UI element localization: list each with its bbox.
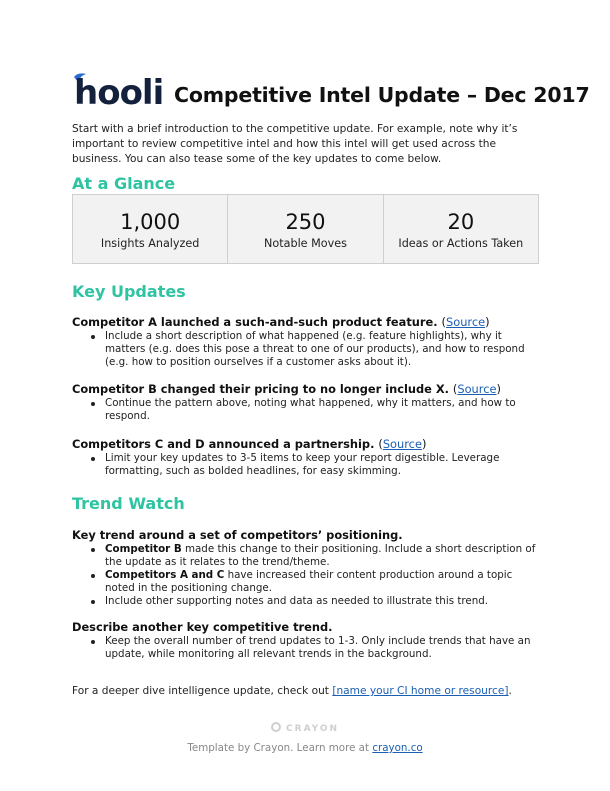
stat-label: Notable Moves: [264, 237, 347, 250]
trend-2: [72, 620, 542, 661]
logo-text: hooli: [74, 73, 164, 110]
trend-1: [72, 528, 542, 608]
footer-text: Template by Crayon. Learn more at: [187, 742, 373, 754]
list-item: Keep the overall number of trend updates to 1-3. Only include trends that have an update, while monitoring all relevant trends in the background.: [93, 635, 542, 661]
crayon-mark-icon: [271, 722, 281, 732]
list-item: Include other supporting notes and data as needed to illustrate this trend.: [93, 595, 542, 608]
source-link[interactable]: Source: [382, 437, 422, 451]
key-updates-heading: Key Updates: [72, 282, 186, 301]
source-link[interactable]: Source: [457, 382, 497, 396]
source-wrapper: (Source): [452, 382, 501, 396]
update-title: [72, 437, 542, 452]
ci-resource-link[interactable]: [name your CI home or resource]: [332, 685, 509, 697]
trend-title: Describe another key competitive trend.: [72, 620, 333, 634]
source-wrapper: (Source): [378, 437, 427, 451]
source-link[interactable]: Source: [446, 315, 486, 329]
stat-moves: [228, 195, 383, 263]
update-title-text: Competitor B changed their pricing to no longer include X.: [72, 382, 449, 396]
header: [72, 70, 590, 110]
competitor-name: Competitors A and C: [105, 569, 225, 581]
trend-bullets: [72, 543, 542, 608]
stat-actions: [384, 195, 538, 263]
at-a-glance-heading: At a Glance: [72, 174, 176, 193]
key-update-3: [72, 437, 542, 478]
stat-label: Insights Analyzed: [100, 237, 200, 250]
update-title-text: Competitor A launched a such-and-such product feature.: [72, 315, 438, 329]
list-item: Limit your key updates to 3-5 items to keep your report digestible. Leverage formatting, such as bolded headlines, for easy skimming.: [93, 452, 542, 478]
crayon-link[interactable]: crayon.co: [372, 742, 423, 754]
update-bullets: [72, 452, 542, 478]
update-title-text: Competitors C and D announced a partnership.: [72, 437, 375, 451]
footer: [0, 742, 610, 754]
stat-value: 20: [447, 210, 475, 234]
stat-value: 250: [285, 210, 326, 234]
closing-text: For a deeper dive intelligence update, check out: [72, 685, 333, 697]
update-bullets: [72, 330, 542, 369]
trend-title: Key trend around a set of competitors’ positioning.: [72, 528, 403, 542]
update-title: [72, 382, 542, 397]
key-update-1: [72, 315, 542, 369]
trend-watch-heading: Trend Watch: [72, 494, 185, 513]
list-item: Include a short description of what happened (e.g. feature highlights), why it matters (e.g. does this pose a threat to one of our products), and how to respond (e.g. how to position ourselves if a customer asks about it).: [93, 330, 542, 369]
stat-label: Ideas or Actions Taken: [398, 237, 524, 250]
intro-paragraph: Start with a brief introduction to the competitive update. For example, note why it’s important to review competitive intel and how this intel will get used across the business. You can also tease some of the key updates to come below.: [72, 123, 518, 165]
closing-line: [72, 685, 542, 697]
bullet-text: have increased their content production around a topic noted in the positioning change.: [105, 569, 513, 594]
crayon-brand-text: CRAYON: [286, 724, 340, 734]
bullet-text: made this change to their positioning. Include a short description of the update as it relates to the trend/theme.: [105, 543, 536, 568]
page-title: Competitive Intel Update – Dec 2017: [174, 83, 590, 107]
crayon-logo: [0, 722, 610, 734]
stat-insights: [73, 195, 228, 263]
source-wrapper: (Source): [441, 315, 490, 329]
competitor-name: Competitor B: [105, 543, 182, 555]
glance-stats: [72, 194, 539, 264]
update-title: [72, 315, 542, 330]
stat-value: 1,000: [120, 210, 181, 234]
hooli-logo: [72, 70, 170, 110]
list-item: Continue the pattern above, noting what happened, why it matters, and how to respond.: [93, 397, 542, 423]
list-item: [93, 569, 542, 595]
update-bullets: [72, 397, 542, 423]
key-update-2: [72, 382, 542, 423]
list-item: [93, 543, 542, 569]
closing-end: .: [508, 685, 512, 697]
trend-bullets: [72, 635, 542, 661]
